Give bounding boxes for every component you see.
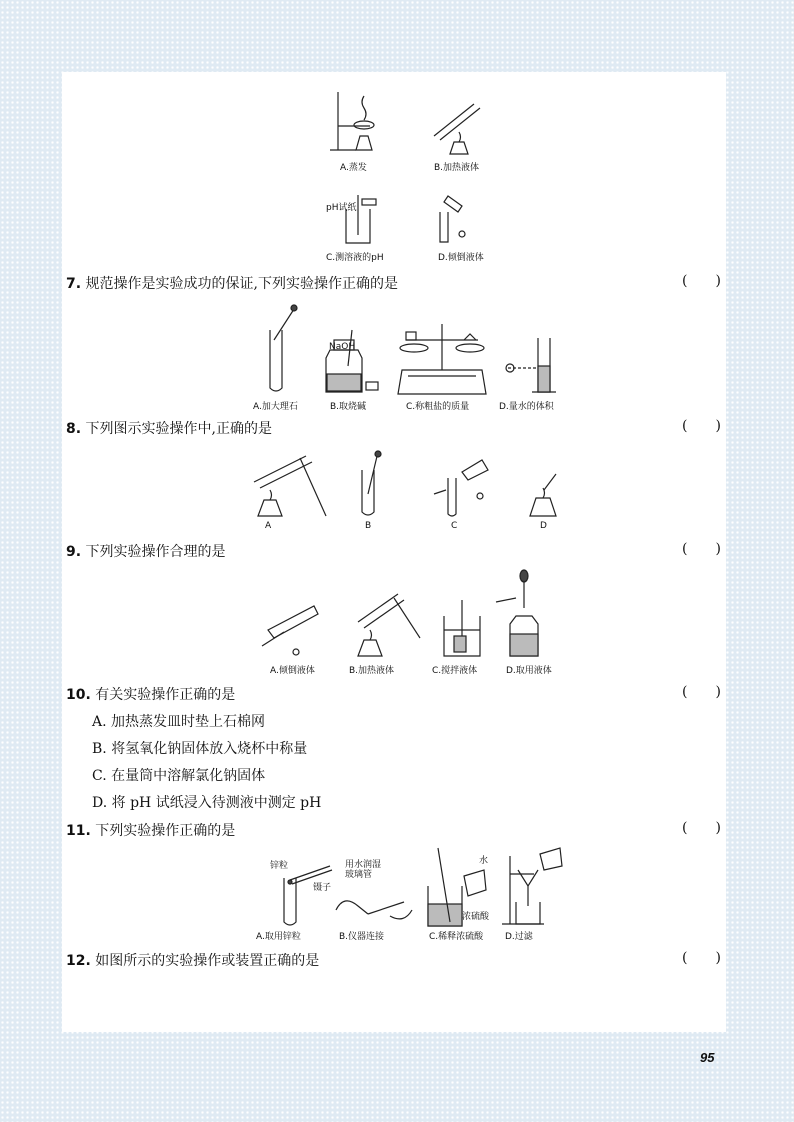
caption-q9-d: D.取用液体 <box>506 666 552 676</box>
option-10-c[interactable]: C. 在量筒中溶解氯化钠固体 <box>92 768 266 784</box>
figure-pouring-liquid <box>428 192 474 244</box>
figure-ph-test <box>340 195 380 245</box>
caption-top-b: B.加热液体 <box>434 163 480 173</box>
caption-q8-c: C <box>451 521 458 531</box>
question-12-text: 如图所示的实验操作或装置正确的是 <box>95 953 320 969</box>
caption-q11-b: B.仪器连接 <box>339 932 385 942</box>
figure-q11-d <box>500 846 566 928</box>
question-7-number: 7. <box>66 276 82 292</box>
caption-q8-d: D <box>540 521 547 531</box>
figure-q11-c <box>424 846 494 928</box>
answer-blank-12[interactable]: () <box>682 950 749 966</box>
figure-q8-a <box>246 452 330 518</box>
caption-q8-a: A <box>265 521 272 531</box>
caption-top-d: D.倾倒液体 <box>438 253 484 263</box>
question-9-number: 9. <box>66 544 82 560</box>
question-10 <box>66 684 235 704</box>
option-10-b[interactable]: B. 将氢氧化钠固体放入烧杯中称量 <box>92 741 308 757</box>
figure-q9-a <box>258 600 324 658</box>
question-8-text: 下列图示实验操作中,正确的是 <box>85 421 272 437</box>
figure-evaporation <box>330 92 380 154</box>
question-8-number: 8. <box>66 421 82 437</box>
answer-blank-9[interactable]: () <box>682 541 749 557</box>
question-9 <box>66 541 226 561</box>
caption-q11-a: A.取用锌粒 <box>256 932 301 942</box>
question-11-number: 11. <box>66 823 91 839</box>
figure-q8-d <box>526 470 562 518</box>
label-water: 水 <box>479 856 489 866</box>
question-12 <box>66 950 319 970</box>
label-zinc: 锌粒 <box>270 861 289 871</box>
answer-blank-11[interactable]: () <box>682 820 749 836</box>
figure-q8-b <box>356 450 386 518</box>
answer-blank-7[interactable]: () <box>682 273 749 289</box>
caption-top-c: C.测溶液的pH <box>326 253 384 263</box>
caption-q11-d: D.过滤 <box>505 932 533 942</box>
answer-blank-10[interactable]: () <box>682 684 749 700</box>
figure-q9-b <box>350 590 426 658</box>
figure-q8-c <box>432 456 494 518</box>
caption-q7-a: A.加大理石 <box>253 402 298 412</box>
caption-q7-b: B.取烧碱 <box>330 402 367 412</box>
question-12-number: 12. <box>66 953 91 969</box>
label-ph-paper: pH试纸 <box>326 203 357 213</box>
label-conc-sulfuric-acid: 浓硫酸 <box>462 912 490 922</box>
caption-q11-c: C.稀释浓硫酸 <box>429 932 484 942</box>
figure-q7-marble <box>262 300 302 394</box>
caption-q9-a: A.倾倒液体 <box>270 666 315 676</box>
caption-q8-b: B <box>365 521 372 531</box>
caption-q7-c: C.称粗盐的质量 <box>406 402 470 412</box>
label-glass-tube: 玻璃管 <box>345 870 373 880</box>
figure-q7-cylinder <box>500 336 560 396</box>
label-wet-with-water: 用水润湿 <box>345 860 382 870</box>
question-11 <box>66 820 235 840</box>
figure-q7-balance <box>392 318 492 394</box>
figure-q11-a <box>280 866 336 928</box>
figure-heating-liquid <box>430 98 486 156</box>
caption-q7-d: D.量水的体积 <box>499 402 554 412</box>
label-naoh: NaOH <box>329 342 356 352</box>
caption-top-a: A.蒸发 <box>340 163 367 173</box>
caption-q9-c: C.搅拌液体 <box>432 666 478 676</box>
question-10-number: 10. <box>66 687 91 703</box>
option-10-d[interactable]: D. 将 pH 试纸浸入待测液中测定 pH <box>92 795 322 811</box>
figure-q7-naoh-bottle <box>318 330 380 394</box>
figure-q9-c <box>440 600 486 658</box>
option-10-a[interactable]: A. 加热蒸发皿时垫上石棉网 <box>92 714 266 730</box>
caption-q9-b: B.加热液体 <box>349 666 395 676</box>
answer-blank-8[interactable]: () <box>682 418 749 434</box>
figure-q9-d <box>494 568 560 660</box>
question-11-text: 下列实验操作正确的是 <box>95 823 236 839</box>
page-number: 95 <box>700 1050 715 1065</box>
figure-q11-b <box>334 880 414 928</box>
question-8 <box>66 418 272 438</box>
label-tweezers: 镊子 <box>313 883 332 893</box>
question-9-text: 下列实验操作合理的是 <box>85 544 226 560</box>
question-7 <box>66 273 398 293</box>
question-10-text: 有关实验操作正确的是 <box>95 687 236 703</box>
question-7-text: 规范操作是实验成功的保证,下列实验操作正确的是 <box>85 276 398 292</box>
